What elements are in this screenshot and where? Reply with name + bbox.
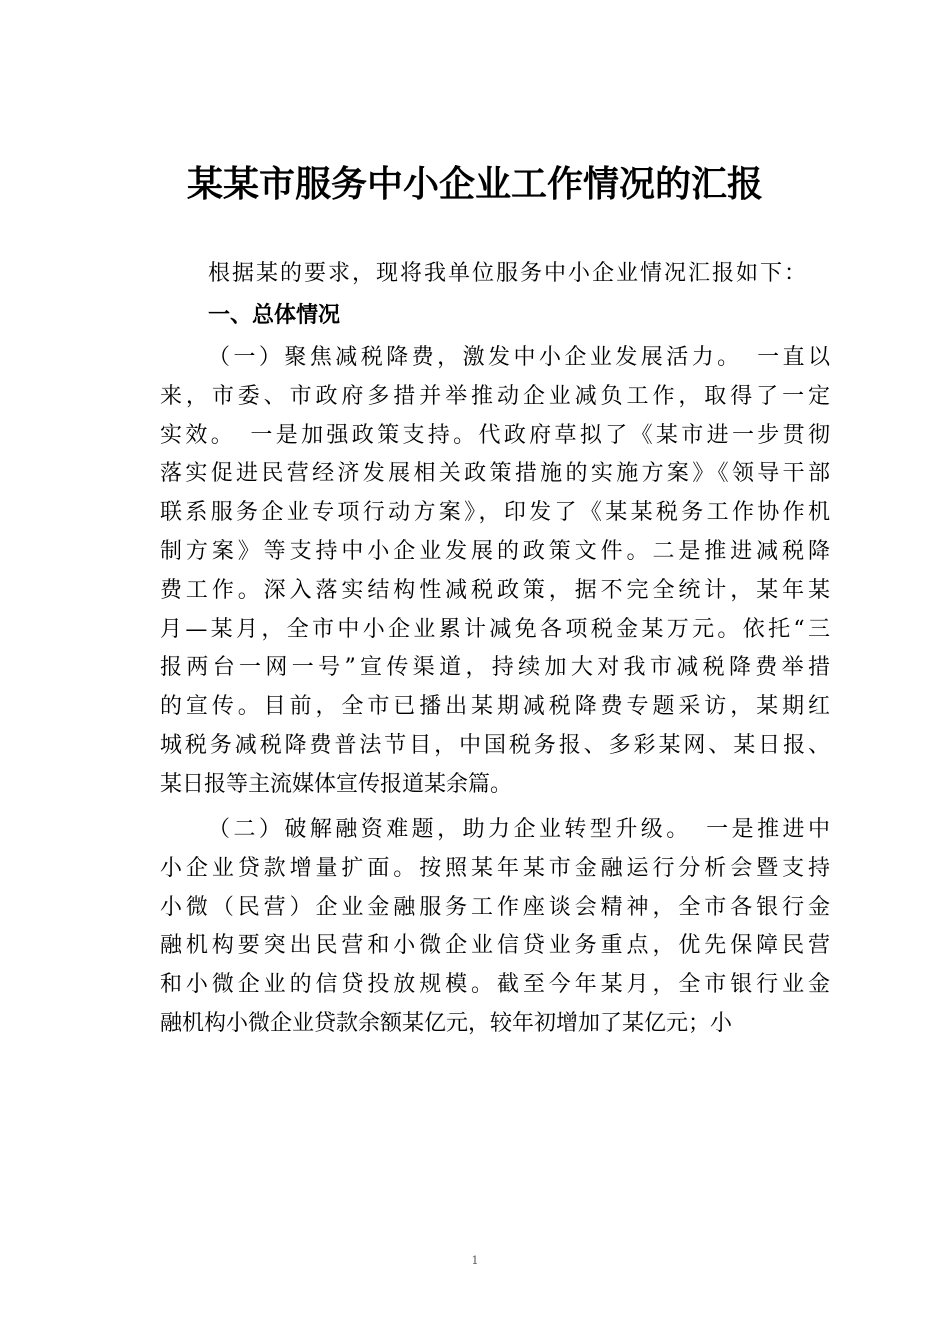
intro-sentence: 根据某的要求，现将我单位服务中小企业情况汇报如下： — [208, 261, 809, 286]
paragraph-line: 城税务减税降费普法节目，中国税务报、多彩某网、某日报、 — [160, 733, 830, 758]
paragraph-line: （一）聚焦减税降费，激发中小企业发展活力。 一直以 — [208, 345, 830, 370]
paragraph-line: 融机构要突出民营和小微企业信贷业务重点，优先保障民营 — [160, 933, 830, 959]
document-title: 某某市服务中小企业工作情况的汇报 — [186, 163, 763, 205]
paragraph-line: 实效。 一是加强政策支持。代政府草拟了《某市进一步贯彻 — [160, 422, 830, 448]
paragraph-line: 小企业贷款增量扩面。按照某年某市金融运行分析会暨支持 — [160, 855, 830, 881]
paragraph-line: 某日报等主流媒体宣传报道某余篇。 — [160, 771, 513, 797]
paragraph-line: 制方案》等支持中小企业发展的政策文件。二是推进减税降 — [160, 539, 830, 564]
paragraph-line: 月—某月，全市中小企业累计减免各项税金某万元。依托“三 — [160, 616, 830, 642]
paragraph-line: （二）破解融资难题，助力企业转型升级。 一是推进中 — [208, 817, 830, 842]
paragraph-line: 来，市委、市政府多措并举推动企业减负工作，取得了一定 — [160, 383, 830, 409]
paragraph-line: 费工作。深入落实结构性减税政策，据不完全统计，某年某 — [160, 577, 830, 603]
paragraph-line: 融机构小微企业贷款余额某亿元，较年初增加了某亿元；小 — [160, 1011, 733, 1036]
paragraph-line: 落实促进民营经济发展相关政策措施的实施方案》《领导干部 — [160, 461, 830, 487]
section-heading: 一、总体情况 — [208, 303, 341, 328]
paragraph-line: 的宣传。目前，全市已播出某期减税降费专题采访，某期红 — [160, 694, 830, 720]
paragraph-line: 和小微企业的信贷投放规模。截至今年某月，全市银行业金 — [160, 972, 830, 998]
paragraph-line: 联系服务企业专项行动方案》，印发了《某某税务工作协作机 — [160, 500, 830, 526]
paragraph-line: 报两台一网一号”宣传渠道，持续加大对我市减税降费举措 — [160, 655, 830, 681]
page-number: 1 — [471, 1254, 479, 1267]
paragraph-line: 小微（民营）企业金融服务工作座谈会精神，全市各银行金 — [160, 894, 830, 920]
